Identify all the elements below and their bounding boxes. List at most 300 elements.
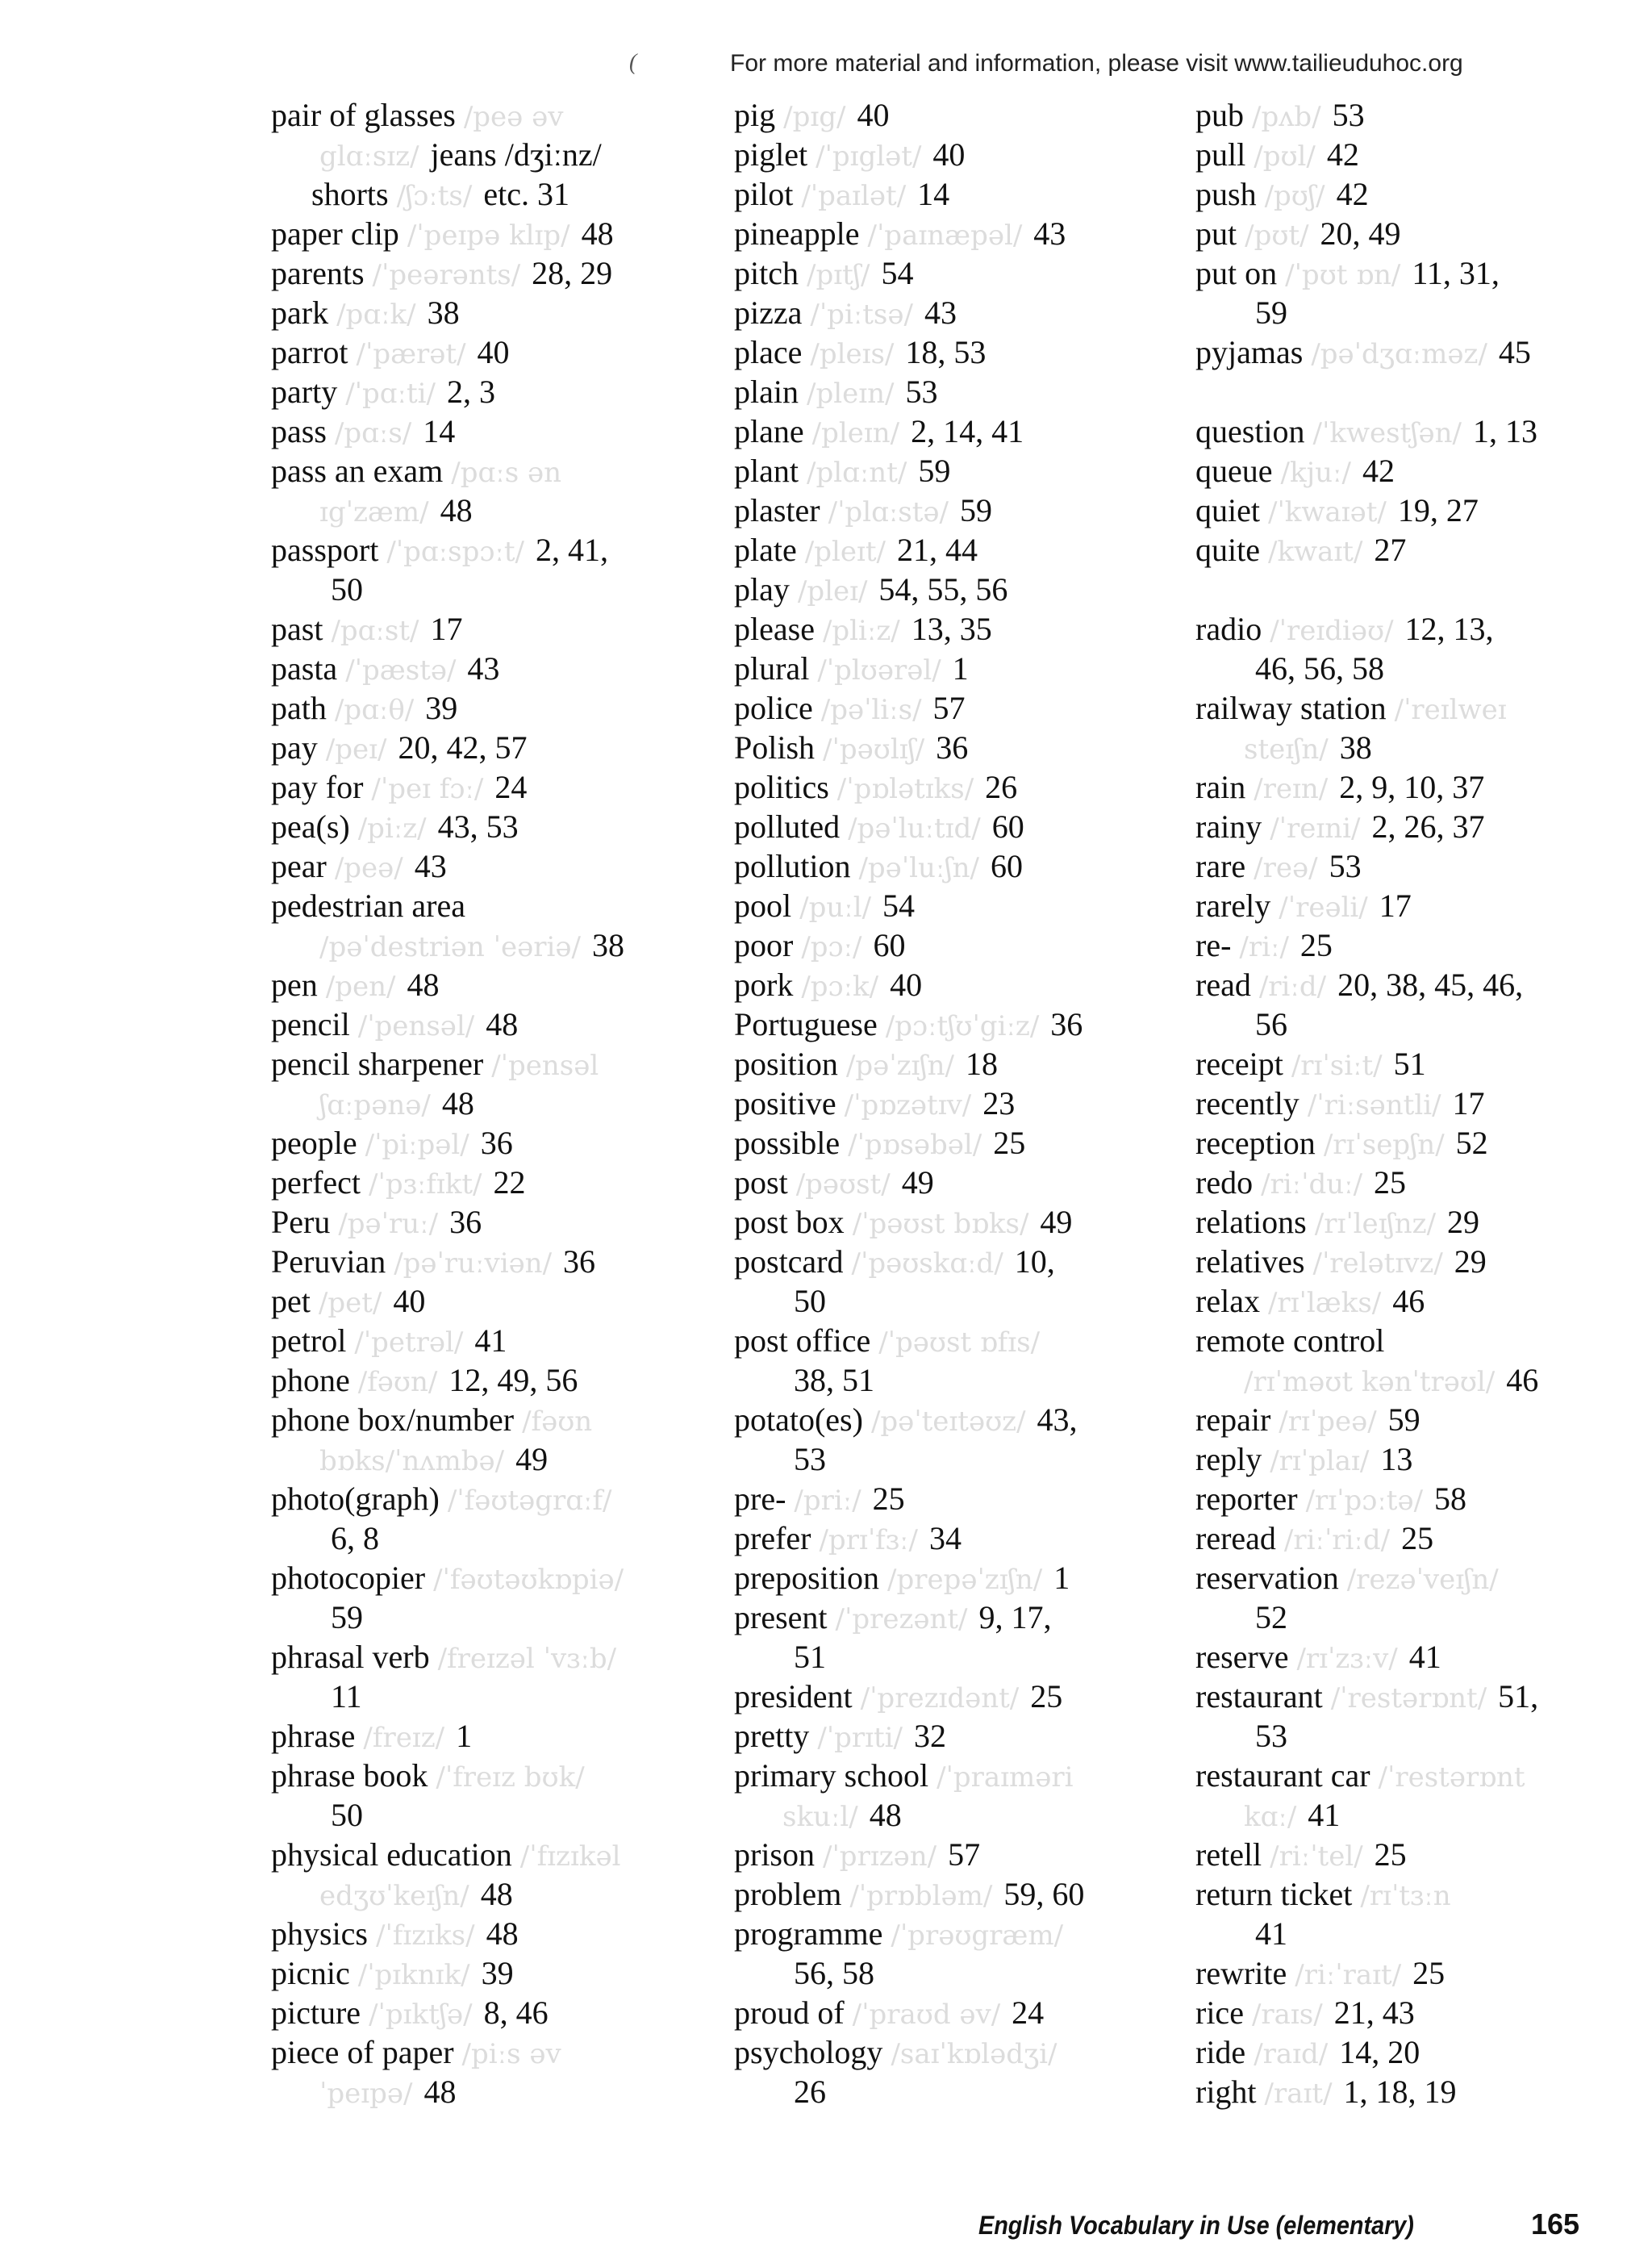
index-entry [734, 1360, 1153, 1400]
pronunciation: /ˈprɪzən/ [823, 1840, 937, 1873]
index-entry [1195, 1716, 1615, 1756]
headword: pitch [734, 255, 799, 291]
headword: phone [271, 1362, 350, 1398]
pronunciation: /pɑːs/ [334, 417, 412, 449]
pronunciation: /kjuː/ [1280, 457, 1351, 489]
pronunciation: /pleɪt/ [804, 536, 886, 568]
pronunciation: /raɪt/ [1264, 2078, 1333, 2110]
index-entry [271, 1795, 690, 1835]
pronunciation: /pen/ [325, 971, 396, 1003]
headword: read [1195, 967, 1251, 1003]
page-references: 38, 51 [794, 1362, 874, 1398]
index-entry [1195, 253, 1615, 293]
headword: rice [1195, 1994, 1244, 2031]
headword: pineapple [734, 215, 860, 252]
pronunciation: /piːz/ [357, 812, 427, 845]
page-references: 40 [932, 136, 966, 173]
pronunciation: /rɪˈpɔːtə/ [1305, 1485, 1424, 1517]
pronunciation: /plɑːnt/ [806, 457, 907, 489]
page-references: 25 [872, 1481, 905, 1517]
index-entry [271, 609, 690, 649]
pronunciation: /rɪˈməʊt kənˈtrəʊl/ [1244, 1366, 1496, 1398]
page-references: 11, 31, [1412, 255, 1500, 291]
pronunciation: /rɪˈsepʃn/ [1323, 1129, 1445, 1161]
page-references: 60 [873, 927, 906, 963]
page-references: 59, 60 [1003, 1876, 1085, 1912]
page-references: 49 [1040, 1204, 1073, 1240]
headword: prison [734, 1836, 815, 1873]
page-references: 53 [1332, 97, 1365, 133]
page-references: 36 [1050, 1006, 1083, 1042]
headword: pork [734, 967, 794, 1003]
page-references: 40 [857, 97, 890, 133]
index-entry [1195, 965, 1615, 1004]
index-entry [271, 1558, 690, 1598]
pronunciation: /pleɪn/ [811, 417, 900, 449]
headword: psychology [734, 2034, 883, 2070]
headword: preposition [734, 1560, 879, 1596]
pronunciation: /rɪˈtɜːn [1360, 1880, 1451, 1912]
index-entry [734, 2032, 1153, 2072]
headword: problem [734, 1876, 842, 1912]
headword: queue [1195, 453, 1273, 489]
headword: pencil [271, 1006, 350, 1042]
headword: question [1195, 413, 1305, 449]
index-entry [1195, 1953, 1615, 1993]
index-entry [734, 1123, 1153, 1163]
headword: pen [271, 967, 318, 1003]
page-references: 48 [869, 1797, 902, 1833]
index-entry [734, 1163, 1153, 1202]
headword: photo(graph) [271, 1481, 440, 1517]
page-references: 48 [407, 967, 440, 1003]
page-references: etc. 31 [483, 176, 569, 212]
index-entry [271, 886, 690, 925]
page-references: 36 [936, 729, 969, 766]
index-entry [734, 451, 1153, 491]
pronunciation: /ˈpraɪməri [937, 1761, 1074, 1794]
index-entry [734, 411, 1153, 451]
index-entry [271, 1598, 690, 1637]
headword: Polish [734, 729, 816, 766]
page-references: 48 [480, 1876, 513, 1912]
headword: reserve [1195, 1639, 1289, 1675]
page-references: 59 [1387, 1401, 1420, 1438]
index-entry [734, 807, 1153, 846]
page-references: 41 [1255, 1915, 1287, 1952]
headword: restaurant [1195, 1678, 1323, 1714]
pronunciation: /pɔːtʃʊˈgiːz/ [885, 1010, 1040, 1042]
headword: position [734, 1046, 838, 1082]
pronunciation: /ˈkwaɪət/ [1267, 496, 1387, 528]
pronunciation: /pɔː/ [801, 931, 862, 963]
page-references: 14, 20 [1339, 2034, 1420, 2070]
pronunciation: /pɪg/ [783, 101, 846, 133]
page-references: 60 [990, 848, 1023, 884]
pronunciation: ʃɑːpənə/ [319, 1089, 431, 1121]
page-references: jeans /dʒiːnz/ [430, 136, 602, 173]
index-entry [1195, 174, 1615, 214]
page-references: 28, 29 [532, 255, 613, 291]
pronunciation: /freɪz/ [363, 1722, 445, 1754]
headword: post box [734, 1204, 845, 1240]
page-references: 27 [1374, 532, 1407, 568]
headword: put [1195, 215, 1237, 252]
index-entry [271, 1756, 690, 1795]
header-mark: ( [629, 50, 637, 75]
index-entry [734, 688, 1153, 728]
headword: positive [734, 1085, 836, 1121]
page-references: 43, 53 [437, 808, 519, 845]
page-references: 8, 46 [483, 1994, 549, 2031]
index-entry [271, 1518, 690, 1558]
page-references: 41 [1408, 1639, 1441, 1675]
headword: ride [1195, 2034, 1246, 2070]
pronunciation: /ˈfəʊtəʊkɒpiə/ [433, 1564, 624, 1596]
headword: quite [1195, 532, 1260, 568]
index-entry [1195, 649, 1615, 688]
page-references: 51 [794, 1639, 826, 1675]
page-references: 39 [425, 690, 458, 726]
pronunciation: /priː/ [794, 1485, 861, 1517]
index-entry [1195, 1637, 1615, 1677]
page-references: 54 [881, 255, 914, 291]
index-entry [734, 1439, 1153, 1479]
index-entry [734, 2072, 1153, 2111]
headword: return ticket [1195, 1876, 1353, 1912]
index-entry [271, 2032, 690, 2072]
page-references: 25 [1412, 1955, 1446, 1991]
pronunciation: /rɪˈplaɪ/ [1270, 1445, 1370, 1477]
pronunciation: /ʃɔːts/ [396, 180, 473, 212]
page-references: 48 [486, 1006, 519, 1042]
page-references: 52 [1255, 1599, 1287, 1635]
page-references: 36 [449, 1204, 482, 1240]
index-entry [734, 95, 1153, 135]
index-entry [1195, 1044, 1615, 1084]
headword: reply [1195, 1441, 1262, 1477]
pronunciation: /rɪˈsiːt/ [1291, 1050, 1383, 1082]
pronunciation: /pʊʃ/ [1264, 180, 1325, 212]
page-references: 48 [423, 2074, 457, 2110]
index-gap [1195, 372, 1615, 411]
index-column-2 [734, 95, 1153, 2111]
page-references: 41 [1308, 1797, 1341, 1833]
headword: path [271, 690, 327, 726]
index-entry [271, 1400, 690, 1439]
headword: people [271, 1125, 357, 1161]
pronunciation: /pəˈluːtɪd/ [848, 812, 981, 845]
page-references: 25 [993, 1125, 1026, 1161]
pronunciation: edʒʊˈkeɪʃn/ [319, 1880, 469, 1912]
pronunciation: /ˈplɑːstə/ [828, 496, 949, 528]
headword: paper clip [271, 215, 399, 252]
page-references: 42 [1336, 176, 1369, 212]
index-entry [734, 1874, 1153, 1914]
headword: pyjamas [1195, 334, 1304, 370]
pronunciation: /ˈfreɪz bʊk/ [436, 1761, 585, 1794]
headword: rare [1195, 848, 1246, 884]
index-entry [271, 1360, 690, 1400]
page-references: 18, 53 [905, 334, 987, 370]
index-entry [1195, 1835, 1615, 1874]
index-entry [271, 530, 690, 570]
headword: pair of glasses [271, 97, 456, 133]
headword: poor [734, 927, 794, 963]
pronunciation: /pleɪn/ [806, 378, 895, 410]
page-references: 25 [1374, 1164, 1407, 1201]
pronunciation: /ˈprezənt/ [835, 1603, 968, 1635]
page-references: 1, 13 [1473, 413, 1537, 449]
index-entry [734, 1400, 1153, 1439]
index-entry [734, 649, 1153, 688]
page-references: 11 [331, 1678, 362, 1714]
index-entry [1195, 688, 1615, 728]
index-entry [271, 1439, 690, 1479]
page-references: 40 [477, 334, 510, 370]
pronunciation: /pet/ [318, 1287, 382, 1319]
pronunciation: /ˈreəli/ [1279, 892, 1368, 924]
page-references: 59 [959, 492, 992, 528]
headword: plane [734, 413, 804, 449]
page-references: 59 [1255, 294, 1287, 331]
index-entry [734, 293, 1153, 332]
index-entry [1195, 1202, 1615, 1242]
page-references: 53 [794, 1441, 826, 1477]
pronunciation: steɪʃn/ [1244, 733, 1329, 766]
page-references: 12, 13, [1404, 611, 1494, 647]
headword: radio [1195, 611, 1262, 647]
headword: plain [734, 374, 799, 410]
page-references: 51, [1498, 1678, 1539, 1714]
headword: reporter [1195, 1481, 1298, 1517]
page-references: 19, 27 [1397, 492, 1479, 528]
headword: phrase [271, 1718, 356, 1754]
index-entry [271, 214, 690, 253]
pronunciation: /ˈpaɪlət/ [801, 180, 907, 212]
index-entry [271, 1716, 690, 1756]
page-references: 18 [965, 1046, 998, 1082]
index-entry [1195, 1004, 1615, 1044]
page-references: 10, [1014, 1243, 1055, 1280]
page-references: 2, 26, 37 [1371, 808, 1485, 845]
pronunciation: /pɪtʃ/ [806, 259, 870, 291]
index-entry [271, 491, 690, 530]
index-entry [1195, 1795, 1615, 1835]
pronunciation: /pəˈdʒɑːməz/ [1311, 338, 1487, 370]
page-references: 17 [430, 611, 463, 647]
headword: pool [734, 888, 792, 924]
page-references: 17 [1379, 888, 1412, 924]
index-entry [734, 1004, 1153, 1044]
pronunciation: /ˈpensəl [491, 1050, 599, 1082]
pronunciation: /ˈpɜːfɪkt/ [369, 1168, 482, 1201]
headword: pub [1195, 97, 1244, 133]
page-references: 41 [474, 1322, 507, 1359]
headword: reservation [1195, 1560, 1339, 1596]
pronunciation: /ˈpʊt ɒn/ [1285, 259, 1401, 291]
headword: police [734, 690, 813, 726]
pronunciation: /fəʊn/ [357, 1366, 438, 1398]
pronunciation: /ˈpɒlətɪks/ [836, 773, 974, 805]
header-website-note: For more material and information, please visit www.tailieuduhoc.org [730, 50, 1463, 77]
page-references: 56 [1255, 1006, 1287, 1042]
index-entry [1195, 1518, 1615, 1558]
index-entry [271, 1004, 690, 1044]
pronunciation: /ˈprɪti/ [817, 1722, 903, 1754]
index-entry [734, 886, 1153, 925]
headword: restaurant car [1195, 1757, 1370, 1794]
pronunciation: /riːˈriːd/ [1283, 1524, 1391, 1556]
index-column-1 [271, 95, 690, 2111]
index-entry [271, 767, 690, 807]
page-references: 45 [1498, 334, 1531, 370]
index-entry [1195, 1360, 1615, 1400]
headword: picture [271, 1994, 361, 2031]
headword: reception [1195, 1125, 1316, 1161]
pronunciation: /fəʊn [522, 1405, 593, 1438]
index-entry [271, 372, 690, 411]
index-entry [271, 253, 690, 293]
index-entry [271, 451, 690, 491]
page-references: 17 [1452, 1085, 1485, 1121]
pronunciation: /riːˈduː/ [1261, 1168, 1363, 1201]
page-references: 13, 35 [911, 611, 992, 647]
headword: picnic [271, 1955, 350, 1991]
headword: past [271, 611, 323, 647]
headword: primary school [734, 1757, 929, 1794]
page-references: 48 [486, 1915, 519, 1952]
pronunciation: /ˈrelətɪvz/ [1312, 1247, 1443, 1280]
pronunciation: bɒks/ˈnʌmbə/ [319, 1445, 505, 1477]
pronunciation: /peə əv [463, 101, 564, 133]
headword: rain [1195, 769, 1246, 805]
page-references: 26 [794, 2074, 826, 2110]
page-references: 40 [890, 967, 923, 1003]
pronunciation: /rezəˈveɪʃn/ [1346, 1564, 1499, 1596]
index-entry [271, 1163, 690, 1202]
headword: pasta [271, 650, 338, 687]
index-entry [1195, 1993, 1615, 2032]
index-entry [734, 925, 1153, 965]
headword: proud of [734, 1994, 845, 2031]
headword: rarely [1195, 888, 1271, 924]
headword: railway station [1195, 690, 1387, 726]
pronunciation: /pəˈluːʃn/ [858, 852, 979, 884]
page-references: 50 [331, 571, 363, 608]
page-references: 23 [982, 1085, 1016, 1121]
page-references: 43, [1037, 1401, 1078, 1438]
index-entry [1195, 1479, 1615, 1518]
page-references: 25 [1401, 1520, 1434, 1556]
pronunciation: /ˈpiːpəl/ [365, 1129, 469, 1161]
headword: rainy [1195, 808, 1262, 845]
index-entry [734, 1953, 1153, 1993]
index-entry [1195, 1400, 1615, 1439]
index-entry [1195, 609, 1615, 649]
index-entry [271, 2072, 690, 2111]
headword: pear [271, 848, 327, 884]
page-references: 59 [918, 453, 951, 489]
pronunciation: /reə/ [1254, 852, 1318, 884]
page-references: 46, 56, 58 [1255, 650, 1384, 687]
page-references: 20, 49 [1320, 215, 1401, 252]
page-references: 34 [928, 1520, 962, 1556]
headword: relax [1195, 1283, 1260, 1319]
pronunciation: /ˈpetrəl/ [354, 1326, 464, 1359]
headword: repair [1195, 1401, 1271, 1438]
page-references: 60 [991, 808, 1024, 845]
footer-book-title: English Vocabulary in Use (elementary) [978, 2211, 1414, 2240]
index-entry [734, 530, 1153, 570]
index-entry [734, 609, 1153, 649]
index-entry [734, 1795, 1153, 1835]
page-references: 43 [467, 650, 500, 687]
index-entry [271, 135, 690, 174]
page-references: 50 [794, 1283, 826, 1319]
page-references: 38 [591, 927, 624, 963]
index-entry [1195, 2072, 1615, 2111]
index-entry [271, 1281, 690, 1321]
headword: polluted [734, 808, 841, 845]
pronunciation: /ˈriːsəntli/ [1307, 1089, 1441, 1121]
pronunciation: /riːd/ [1258, 971, 1327, 1003]
page-references: 40 [393, 1283, 426, 1319]
headword: pencil sharpener [271, 1046, 484, 1082]
index-gap [1195, 570, 1615, 609]
index-entry [271, 846, 690, 886]
pronunciation: /ˈpærət/ [356, 338, 466, 370]
index-entry [734, 332, 1153, 372]
pronunciation: /ˈpɑːti/ [345, 378, 436, 410]
page-references: 14 [423, 413, 456, 449]
index-entry [1195, 491, 1615, 530]
pronunciation: ɪgˈzæm/ [319, 496, 429, 528]
pronunciation: /rɪˈzɜːv/ [1296, 1643, 1398, 1675]
pronunciation: /ˈpaɪnæpəl/ [867, 219, 1023, 252]
headword: pre- [734, 1481, 786, 1517]
headword: rewrite [1195, 1955, 1287, 1991]
pronunciation: /ˈfəʊtəgrɑːf/ [447, 1485, 612, 1517]
page-references: 36 [563, 1243, 596, 1280]
headword: pilot [734, 176, 794, 212]
page-references: 53 [1329, 848, 1362, 884]
page-references: 54 [882, 888, 916, 924]
page-references: 1, 18, 19 [1343, 2074, 1457, 2110]
pronunciation: /ˈpɒzətɪv/ [844, 1089, 972, 1121]
headword: pretty [734, 1718, 810, 1754]
page-references: 24 [494, 769, 528, 805]
index-entry [734, 1558, 1153, 1598]
page-references: 1 [1053, 1560, 1070, 1596]
index-entry [271, 1202, 690, 1242]
index-entry [734, 1637, 1153, 1677]
page-references: 49 [515, 1441, 549, 1477]
pronunciation: /ˈreɪdiəʊ/ [1270, 615, 1394, 647]
headword: petrol [271, 1322, 347, 1359]
index-entry [271, 1953, 690, 1993]
headword: pay for [271, 769, 364, 805]
headword: push [1195, 176, 1257, 212]
page-references: 46 [1506, 1362, 1539, 1398]
pronunciation: /reɪn/ [1254, 773, 1329, 805]
headword: photocopier [271, 1560, 426, 1596]
headword: recently [1195, 1085, 1299, 1121]
page-references: 1 [456, 1718, 473, 1754]
index-entry [1195, 1281, 1615, 1321]
pronunciation: /ˈpeɪ fɔː/ [371, 773, 484, 805]
page-references: 52 [1455, 1125, 1488, 1161]
